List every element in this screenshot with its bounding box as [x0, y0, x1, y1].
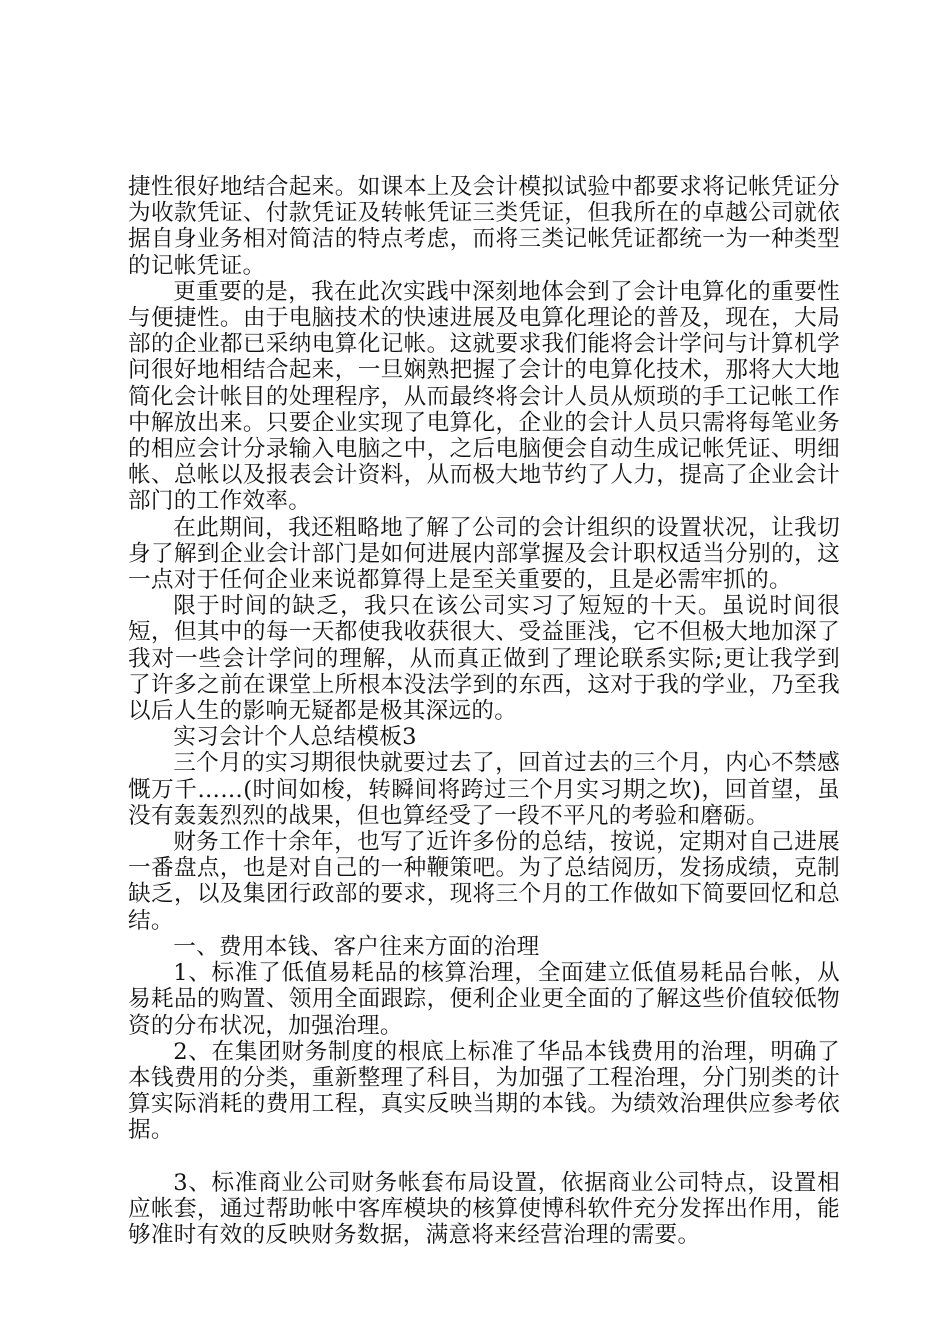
section-heading: 实习会计个人总结模板3	[173, 724, 417, 751]
list-item: 3、标准商业公司财务帐套布局设置，依据商业公司特点，设置相应帐套，通过帮助帐中客库模块的核算使博科软件充分发挥出作用，能够准时有效的反映财务数据，满意将来经营治理的需要。	[128, 1169, 840, 1248]
paragraph: 更重要的是，我在此次实践中深刻地体会到了会计电算化的重要性与便捷性。由于电脑技术的快速进展及电算化理论的普及，现在，大局部的企业都已采纳电算化记帐。这就要求我们能将会计学问与计算机学问很好地相结合起来，一旦娴熟把握了会计的电算化技术，那将大大地简化会计帐目的处理程序，从而最终将会计人员从烦琐的手工记帐工作中解放出来。只要企业实现了电算化，企业的会计人员只需将每笔业务的相应会计分录输入电脑之中，之后电脑便会自动生成记帐凭证、明细帐、总帐以及报表会计资料，从而极大地节约了人力，提高了企业会计部门的工作效率。	[128, 278, 840, 515]
paragraph: 三个月的实习期很快就要过去了，回首过去的三个月，内心不禁感慨万千……(时间如梭，转瞬间将跨过三个月实习期之坎)，回首望，虽没有轰轰烈烈的战果，但也算经受了一段不平凡的考验和磨砺。	[128, 750, 840, 829]
document-body	[128, 174, 840, 1248]
paragraph: 财务工作十余年，也写了近许多份的总结，按说，定期对自己进展一番盘点，也是对自己的一种鞭策吧。为了总结阅历，发扬成绩，克制缺乏，以及集团行政部的要求，现将三个月的工作做如下简要回忆和总结。	[128, 829, 840, 934]
paragraph: 捷性很好地结合起来。如课本上及会计模拟试验中都要求将记帐凭证分为收款凭证、付款凭证及转帐凭证三类凭证，但我所在的卓越公司就依据自身业务相对简洁的特点考虑，而将三类记帐凭证都统一为一种类型的记帐凭证。	[128, 174, 840, 279]
list-item: 2、在集团财务制度的根底上标准了华品本钱费用的治理，明确了本钱费用的分类，重新整理了科目，为加强了工程治理，分门别类的计算实际消耗的费用工程，真实反映当期的本钱。为绩效治理供应参考依据。	[128, 1038, 840, 1144]
subsection-heading: 一、费用本钱、客户往来方面的治理	[173, 933, 540, 960]
paragraph: 限于时间的缺乏，我只在该公司实习了短短的十天。虽说时间很短，但其中的每一天都使我收获很大、受益匪浅，它不但极大地加深了我对一些会计学问的理解，从而真正做到了理论联系实际;更让我学到了许多之前在课堂上所根本没法学到的东西，这对于我的学业，乃至我以后人生的影响无疑都是极其深远的。	[128, 593, 840, 725]
list-item: 1、标准了低值易耗品的核算治理，全面建立低值易耗品台帐，从易耗品的购置、领用全面跟踪，便利企业更全面的了解这些价值较低物资的分布状况，加强治理。	[128, 960, 840, 1039]
paragraph: 在此期间，我还粗略地了解了公司的会计组织的设置状况，让我切身了解到企业会计部门是如何进展内部掌握及会计职权适当分别的，这一点对于任何企业来说都算得上是至关重要的，且是必需牢抓的。	[128, 514, 840, 594]
